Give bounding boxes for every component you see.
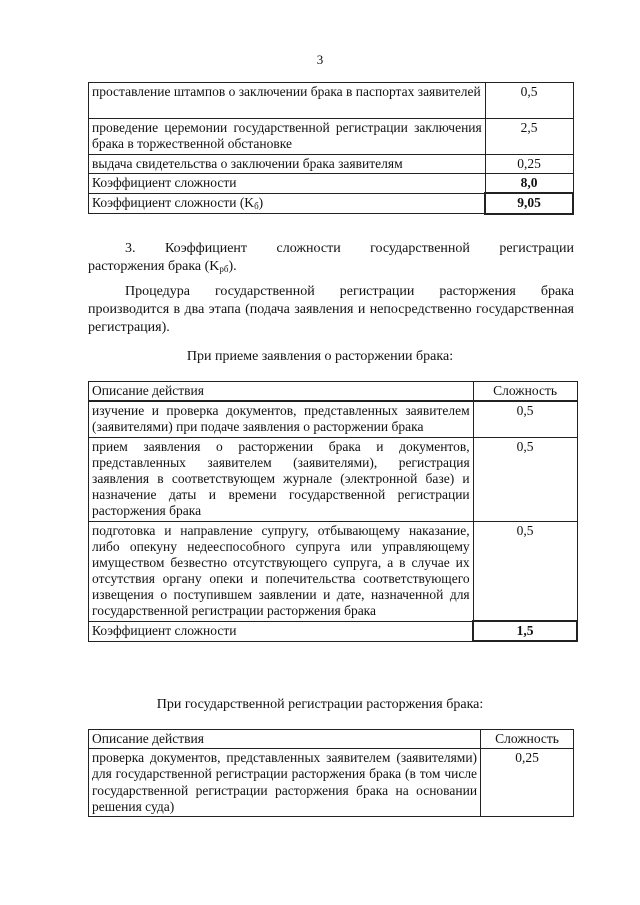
heading-registration: При государственной регистрации расторжения брака: xyxy=(156,697,484,712)
value-cell: 0,5 xyxy=(473,401,577,437)
table-row xyxy=(89,521,578,621)
total-value: 1,5 xyxy=(473,621,577,641)
section-3-line1: 3. Коэффициент сложности государственной регистрации xyxy=(125,241,574,256)
table-row xyxy=(89,193,574,213)
table-registration xyxy=(88,729,574,817)
table-marriage-actions xyxy=(88,82,574,215)
label-text: Коэффициент сложности (K xyxy=(92,194,255,210)
table-total-row xyxy=(89,621,578,641)
total-label: Коэффициент сложности xyxy=(89,621,474,641)
value-cell: 0,25 xyxy=(485,155,573,174)
value-cell: 0,5 xyxy=(473,521,577,621)
action-cell: Коэффициент сложности xyxy=(89,174,486,194)
subscript: б xyxy=(254,200,259,211)
table-row xyxy=(89,83,574,119)
paragraph-line1: Процедура государственной регистрации расторжения брака xyxy=(125,284,574,299)
action-cell: проставление штампов о заключении брака в паспортах заявителей xyxy=(89,83,486,119)
line2-text: расторжения брака (K xyxy=(88,258,220,274)
header-complexity: Сложность xyxy=(481,730,574,749)
table-row xyxy=(89,437,578,521)
table-header-row xyxy=(89,382,578,402)
paragraph-rest: производится в два этапа (подача заявления и непосредственно государственная регистрация). xyxy=(88,301,574,335)
value-cell: 0,5 xyxy=(485,83,573,119)
action-cell: проведение церемонии государственной регистрации заключения брака в торжественной обстановке xyxy=(89,119,486,155)
header-action: Описание действия xyxy=(89,730,481,749)
value-cell: 8,0 xyxy=(485,174,573,194)
action-cell: проверка документов, представленных заявителем (заявителями) для государственной регистрации расторжения брака (в том числе государственной регистрации расторжения брака на основании решения суда) xyxy=(89,749,481,817)
section-3-line2 xyxy=(88,258,574,276)
header-complexity: Сложность xyxy=(473,382,577,402)
section-3-title xyxy=(88,240,574,276)
table-row xyxy=(89,749,574,817)
table-row xyxy=(89,119,574,155)
action-cell: прием заявления о расторжении брака и документов, представленных заявителем (заявителями), регистрация заявления в соответствующем журнале (электронной базе) и назначение даты и времени государственной регистрации расторжения брака xyxy=(89,437,474,521)
value-cell: 0,5 xyxy=(473,437,577,521)
value-cell: 2,5 xyxy=(485,119,573,155)
table-row xyxy=(89,155,574,174)
label-end: ) xyxy=(258,194,264,210)
table-application xyxy=(88,381,578,642)
subscript: рб xyxy=(219,263,229,274)
line2-end: ). xyxy=(228,258,237,274)
value-cell: 0,25 xyxy=(481,749,574,817)
table-row xyxy=(89,174,574,194)
table-row xyxy=(89,401,578,437)
header-action: Описание действия xyxy=(89,382,474,402)
section-3-paragraph xyxy=(88,283,574,337)
heading-application: При приеме заявления о расторжении брака: xyxy=(186,349,454,364)
action-cell: подготовка и направление супругу, отбывающему наказание, либо опекуну недееспособного супруга или управляющему имуществом безвестно отсутствующего супруга, а в случае их отсутствия органу опеки и попечительства соответствующего извещения о поступившем заявлении и дате, назначенной для государственной регистрации расторжения брака xyxy=(89,521,474,621)
table-header-row xyxy=(89,730,574,749)
page-number: 3 xyxy=(316,52,324,67)
value-cell: 9,05 xyxy=(485,193,573,213)
action-cell: изучение и проверка документов, представленных заявителем (заявителями) при подаче заявления о расторжении брака xyxy=(89,401,474,437)
action-cell: выдача свидетельства о заключении брака заявителям xyxy=(89,155,486,174)
action-cell xyxy=(89,193,486,213)
